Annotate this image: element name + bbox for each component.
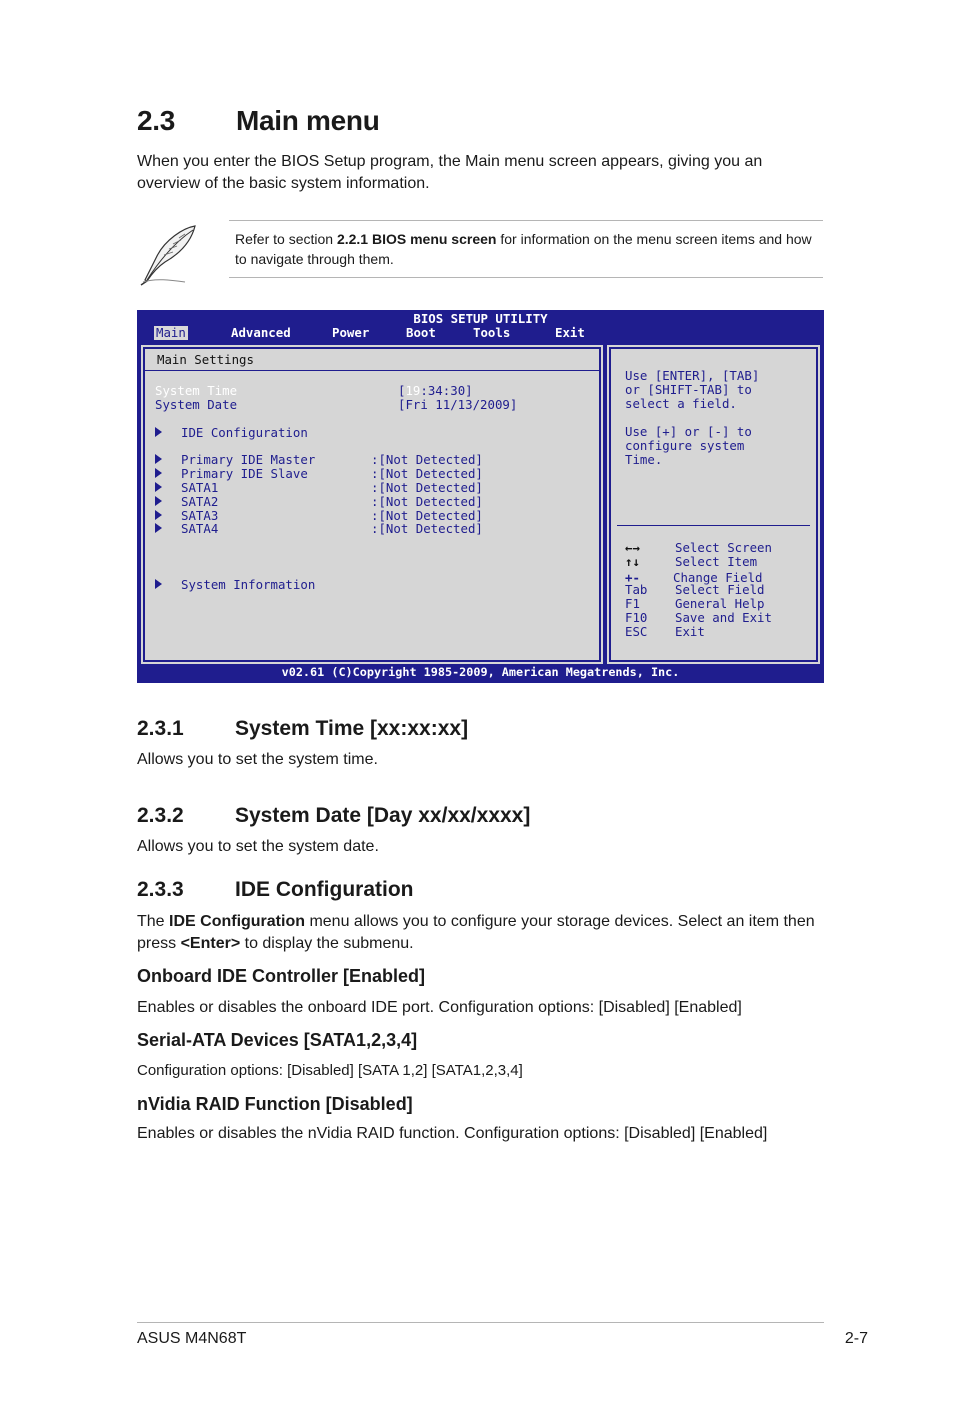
system-time-label[interactable]: System Time — [155, 383, 238, 398]
footer-model: ASUS M4N68T — [137, 1330, 247, 1347]
body-text: Allows you to set the system time. — [137, 751, 378, 768]
note-text: Refer to section 2.2.1 BIOS menu screen for information on the menu screen items and how to navigate through them. — [235, 231, 812, 267]
device-label[interactable]: Primary IDE Master — [181, 452, 316, 467]
bios-tab-power[interactable]: Power — [332, 325, 370, 340]
device-value: :[Not Detected] — [371, 508, 483, 523]
page-number: 2-7 — [844, 1330, 868, 1347]
option-heading: Onboard IDE Controller [Enabled] — [137, 966, 426, 986]
help-line: Use [+] or [-] to — [625, 424, 752, 439]
subsection-title: System Time [xx:xx:xx] — [235, 717, 469, 740]
bios-left-panel — [141, 345, 603, 664]
submenu-arrow-icon — [155, 468, 162, 478]
option-heading: Serial-ATA Devices [SATA1,2,3,4] — [137, 1030, 418, 1050]
body-text: Allows you to set the system date. — [137, 838, 379, 855]
device-value: :[Not Detected] — [371, 466, 483, 481]
bios-help-panel — [607, 345, 820, 664]
key-desc: Select Field — [675, 582, 765, 597]
submenu-arrow-icon — [155, 496, 162, 506]
option-heading: nVidia RAID Function [Disabled] — [137, 1094, 413, 1114]
subsection-number: 2.3.1 — [137, 717, 184, 740]
key-name: F1 — [625, 596, 640, 611]
device-label[interactable]: SATA3 — [181, 508, 219, 523]
intro-paragraph: When you enter the BIOS Setup program, the Main menu screen appears, giving you an overview of the basic system information. — [137, 153, 763, 192]
submenu-arrow-icon — [155, 454, 162, 464]
system-date-value[interactable]: [Fri 11/13/2009] — [398, 397, 518, 412]
up-down-arrows-icon: ↑↓ — [625, 554, 640, 569]
pen-note-icon — [135, 222, 207, 288]
subsection-title: IDE Configuration — [235, 878, 414, 901]
left-right-arrows-icon: ←→ — [625, 540, 640, 555]
help-line: select a field. — [625, 396, 737, 411]
bios-tab-advanced[interactable]: Advanced — [231, 325, 291, 340]
help-line: or [SHIFT-TAB] to — [625, 382, 752, 397]
help-line: configure system — [625, 438, 745, 453]
key-desc: Change Field — [673, 570, 763, 585]
subsection-title: System Date [Day xx/xx/xxxx] — [235, 804, 531, 827]
bios-copyright: v02.61 (C)Copyright 1985-2009, American Megatrends, Inc. — [281, 665, 680, 679]
help-line: Time. — [625, 452, 663, 467]
device-label[interactable]: SATA1 — [181, 480, 219, 495]
submenu-arrow-icon — [155, 427, 162, 437]
key-name: +- — [625, 570, 640, 585]
device-value: :[Not Detected] — [371, 480, 483, 495]
bios-title: BIOS SETUP UTILITY — [413, 311, 548, 326]
key-desc: Exit — [675, 624, 705, 639]
body-text: Enables or disables the onboard IDE port. Configuration options: [Disabled] [Enabled] — [137, 999, 742, 1016]
subsection-number: 2.3.3 — [137, 878, 184, 901]
key-desc: Select Item — [675, 554, 758, 569]
key-desc: General Help — [675, 596, 765, 611]
device-label[interactable]: Primary IDE Slave — [181, 466, 308, 481]
system-time-value[interactable]: [19:34:30] — [398, 383, 473, 398]
submenu-arrow-icon — [155, 510, 162, 520]
submenu-arrow-icon — [155, 482, 162, 492]
footer-rule — [137, 1322, 824, 1323]
body-text: Configuration options: [Disabled] [SATA 1,2] [SATA1,2,3,4] — [137, 1062, 523, 1079]
bios-tab-main[interactable]: Main — [156, 325, 186, 340]
key-name: ESC — [625, 624, 648, 639]
bios-right-frame — [609, 347, 818, 662]
submenu-arrow-icon — [155, 579, 162, 589]
panel-title: Main Settings — [157, 352, 254, 367]
bios-screen — [137, 310, 824, 683]
help-divider — [617, 525, 810, 526]
device-label[interactable]: SATA2 — [181, 494, 219, 509]
key-desc: Select Screen — [675, 540, 772, 555]
system-time-hour: 19 — [405, 383, 421, 398]
key-name: Tab — [625, 582, 648, 597]
device-value: :[Not Detected] — [371, 521, 483, 536]
system-date-label[interactable]: System Date — [155, 397, 238, 412]
key-name: F10 — [625, 610, 648, 625]
note-bottom-rule — [229, 277, 823, 278]
subsection-number: 2.3.2 — [137, 804, 184, 827]
panel-title-rule — [145, 370, 599, 371]
device-label[interactable]: SATA4 — [181, 521, 219, 536]
help-line: Use [ENTER], [TAB] — [625, 368, 760, 383]
bios-tab-exit[interactable]: Exit — [555, 325, 585, 340]
section-title: Main menu — [236, 105, 380, 136]
device-value: :[Not Detected] — [371, 494, 483, 509]
body-text: Enables or disables the nVidia RAID function. Configuration options: [Disabled] [Enabled] — [137, 1125, 768, 1142]
bios-left-frame — [143, 347, 601, 662]
device-value: :[Not Detected] — [371, 452, 483, 467]
ide-configuration-item[interactable]: IDE Configuration — [181, 425, 308, 440]
bios-tab-tools[interactable]: Tools — [473, 325, 511, 340]
key-desc: Save and Exit — [675, 610, 772, 625]
note-top-rule — [229, 220, 823, 221]
system-information-item[interactable]: System Information — [181, 577, 316, 592]
submenu-arrow-icon — [155, 523, 162, 533]
bios-tab-boot[interactable]: Boot — [406, 325, 436, 340]
section-number: 2.3 — [137, 105, 176, 136]
ide-config-paragraph: The IDE Configuration menu allows you to configure your storage devices. Select an item then press <Enter> to display the submenu. — [137, 913, 815, 952]
